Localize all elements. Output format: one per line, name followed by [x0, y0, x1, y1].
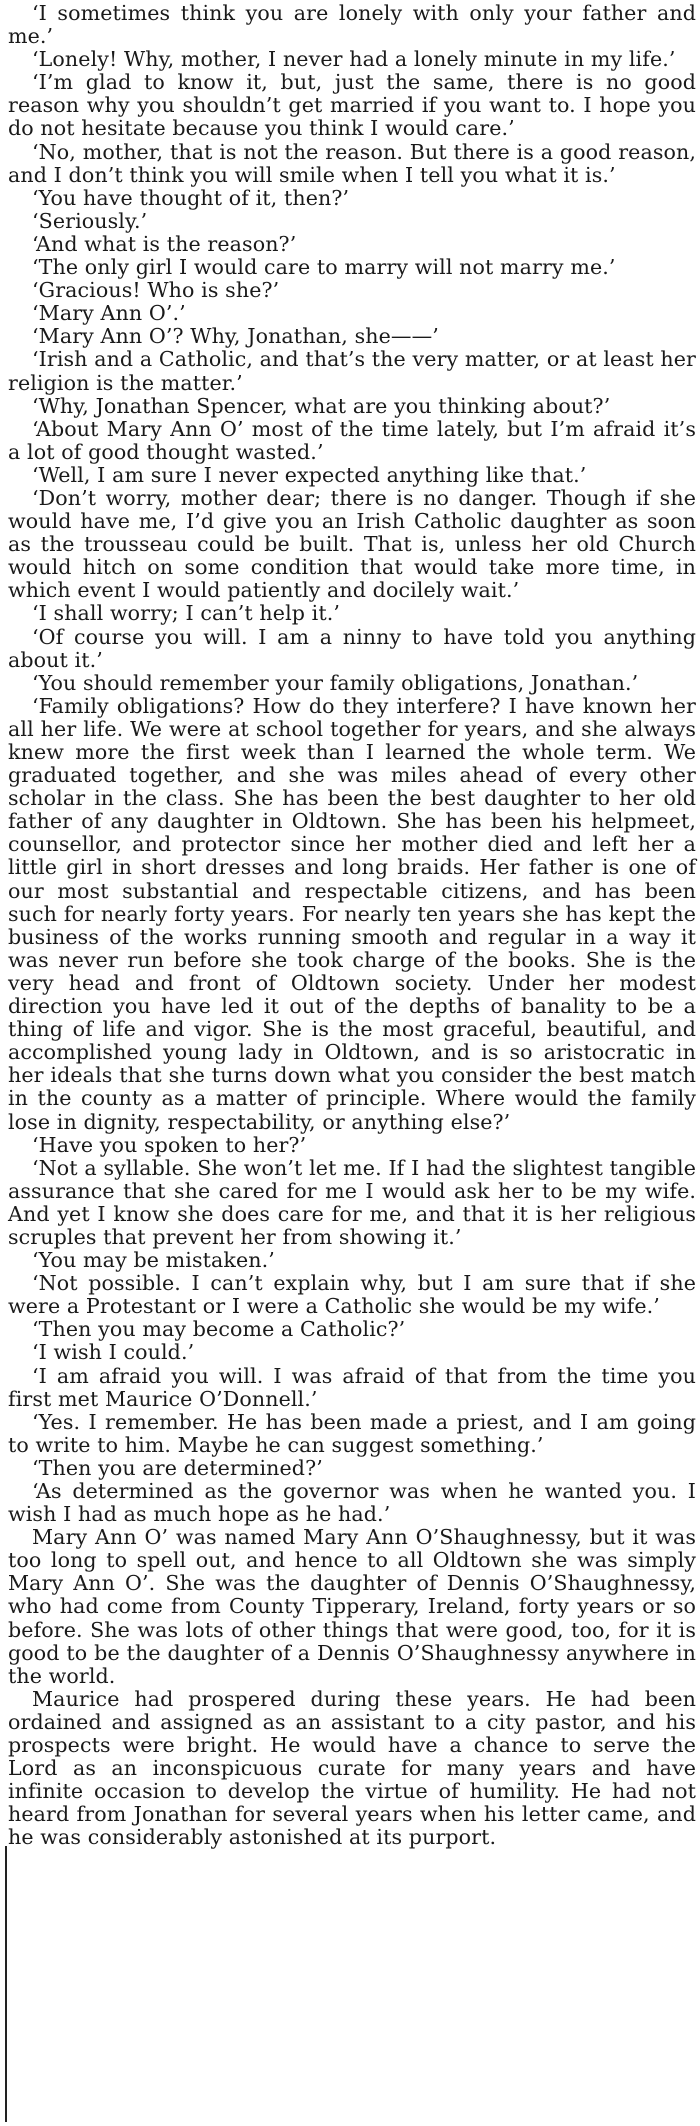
paragraph: ‘I’m glad to know it, but, just the same, there is no good reason why you shouldn’t get married if you want to. I hope you do not hesitate because you think I would care.’ — [8, 70, 696, 141]
paragraph: ‘I wish I could.’ — [32, 1340, 195, 1365]
paragraph: Mary Ann O’ was named Mary Ann O’Shaughnessy, but it was too long to spell out, and hence to all Oldtown she was simply Mary Ann O’. She was the daughter of Dennis O’Shaughnessy, who had come from County Tipperary, Ireland, forty years or so before. She was lots of other things that were good, too, for it is good to be the daughter of a Dennis O’Shaughnessy anywhere in the world. — [8, 1525, 696, 1688]
paragraph: ‘Don’t worry, mother dear; there is no danger. Though if she would have me, I’d give you an Irish Catholic daughter as soon as the trousseau could be built. That is, unless her old Church would hitch on some condition that would take more time, in which event I would patiently and docilely wait.’ — [8, 485, 696, 603]
paragraph: ‘Family obligations? How do they interfere? I have known her all her life. We were at school together for years, and she always knew more the first week than I learned the whole term. We graduated together, and she was miles ahead of every other scholar in the class. She has been the best daughter to her old father of any daughter in Oldtown. She has been his helpmeet, counsellor, and protector since her mother died and left her a little girl in short dresses and long braids. Her father is one of our most substantial and respectable citizens, and has been such for nearly forty years. For nearly ten years she has kept the business of the works running smooth and regular in a way it was never run before she took charge of the books. She is the very head and front of Oldtown society. Under her modest direction you have led it out of the depths of banality to be a thing of life and vigor. She is the most graceful, beautiful, and accomplished young lady in Oldtown, and is so aristocratic in her ideals that she turns down what you consider the best match in the county as a matter of principle. Where would the family lose in dignity, respectability, or anything else?’ — [8, 693, 696, 1134]
paragraph: ‘Not possible. I can’t explain why, but I am sure that if she were a Protestant or I were a Catholic she would be my wife.’ — [8, 1271, 696, 1319]
paragraph: ‘About Mary Ann O’ most of the time lately, but I’m afraid it’s a lot of good thought wasted.’ — [8, 416, 696, 464]
paragraph: ‘I am afraid you will. I was afraid of that from the time you first met Maurice O’Donnell.’ — [8, 1363, 696, 1411]
paragraph: ‘Lonely! Why, mother, I never had a lonely minute in my life.’ — [32, 47, 676, 72]
paragraph: ‘Mary Ann O’.’ — [32, 301, 186, 326]
paragraph: ‘You have thought of it, then?’ — [32, 185, 350, 210]
paragraph: ‘Not a syllable. She won’t let me. If I had the slightest tangible assurance that she cared for me I would ask her to be my wife. And yet I know she does care for me, and that it is her religious scruples that prevent her from showing it.’ — [8, 1155, 696, 1249]
paragraph: ‘Of course you will. I am a ninny to have told you anything about it.’ — [8, 624, 696, 672]
paragraph: ‘I sometimes think you are lonely with only your father and me.’ — [8, 1, 696, 49]
paragraph: Maurice had prospered during these years. He had been ordained and assigned as an assistant to a city pastor, and his prospects were bright. He would have a chance to serve the Lord as an inconspicuous curate for many years and have infinite occasion to develop the virtue of humility. He had not heard from Jonathan for several years when his letter came, and he was considerably astonished at its purport. — [8, 1686, 696, 1850]
paragraph: ‘Irish and a Catholic, and that’s the very matter, or at least her religion is the matter.’ — [8, 347, 696, 395]
paragraph: ‘Then you may become a Catholic?’ — [32, 1317, 406, 1342]
paragraph: ‘Have you spoken to her?’ — [32, 1132, 307, 1157]
paragraph: ‘As determined as the governor was when he wanted you. I wish I had as much hope as he had.’ — [8, 1479, 696, 1527]
paragraph: ‘And what is the reason?’ — [32, 231, 297, 256]
paragraph: ‘You should remember your family obligations, Jonathan.’ — [32, 670, 639, 695]
article-column — [8, 2, 696, 1850]
paragraph: ‘Seriously.’ — [32, 208, 148, 233]
paragraph: ‘Then you are determined?’ — [32, 1455, 323, 1480]
paragraph: ‘Yes. I remember. He has been made a priest, and I am going to write to him. Maybe he can suggest something.’ — [8, 1409, 696, 1457]
paragraph: ‘Mary Ann O’? Why, Jonathan, she——’ — [32, 324, 439, 349]
margin-rule — [5, 1846, 7, 2122]
paragraph: ‘The only girl I would care to marry will not marry me.’ — [32, 255, 616, 280]
paragraph: ‘I shall worry; I can’t help it.’ — [32, 601, 341, 626]
paragraph: ‘You may be mistaken.’ — [32, 1248, 275, 1273]
paragraph: ‘Why, Jonathan Spencer, what are you thinking about?’ — [32, 393, 611, 418]
paragraph: ‘Gracious! Who is she?’ — [32, 278, 280, 303]
paragraph: ‘Well, I am sure I never expected anything like that.’ — [32, 462, 587, 487]
paragraph: ‘No, mother, that is not the reason. But there is a good reason, and I don’t think you will smile when I tell you what it is.’ — [8, 139, 696, 187]
